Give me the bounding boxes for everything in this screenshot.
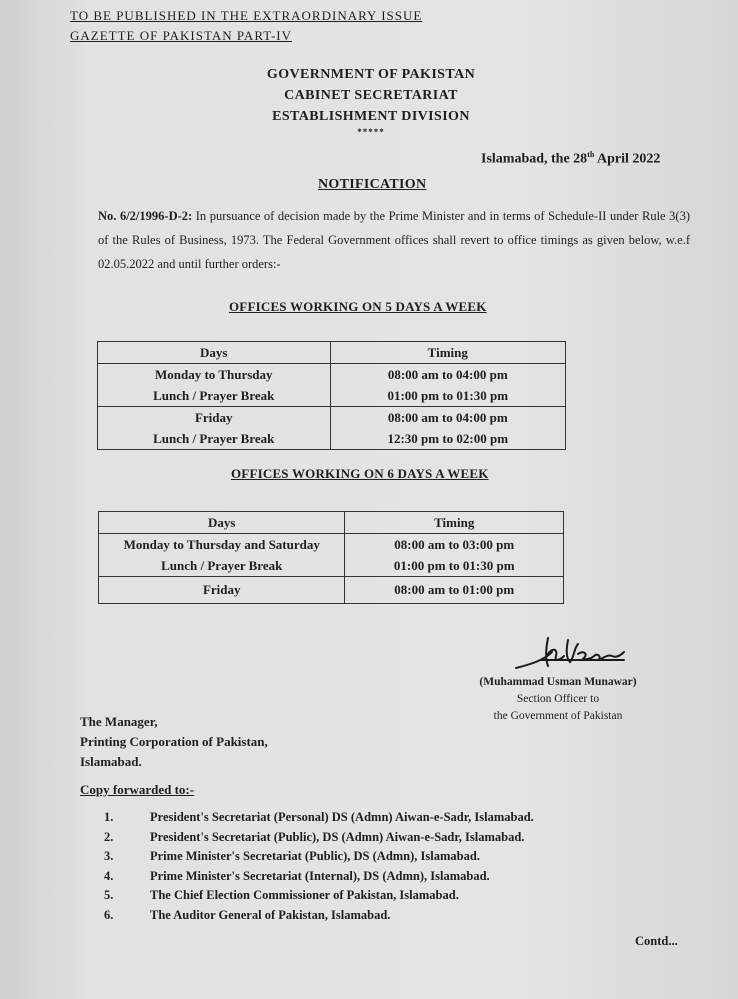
table-row [99, 577, 564, 604]
list-number: 1. [104, 810, 114, 824]
addressee-block [80, 712, 268, 772]
list-number: 4. [104, 868, 114, 883]
copy-forwarded-title: Copy forwarded to:- [80, 782, 195, 797]
gazette-line-1: TO BE PUBLISHED IN THE EXTRAORDINARY ISSUE [70, 8, 423, 23]
gov-line-1: GOVERNMENT OF PAKISTAN [266, 67, 476, 82]
list-text: President's Secretariat (Public), DS (Admn) Aiwan-e-Sadr, Islamabad. [150, 829, 525, 844]
list-number: 6. [104, 907, 114, 922]
table-row [99, 534, 564, 577]
signatory-org: the Government of Pakistan [493, 710, 623, 722]
break-time-value: 01:00 pm to 01:30 pm [393, 558, 515, 573]
table-row [98, 407, 566, 450]
list-text: The Chief Election Commissioner of Pakistan, Islamabad. [150, 888, 459, 903]
list-number: 5. [104, 888, 114, 903]
list-number: 3. [104, 849, 114, 864]
date-prefix: Islamabad, the 28 [481, 151, 588, 167]
signatory-designation: Section Officer to [516, 693, 600, 705]
timing-cell [345, 534, 564, 577]
six-day-table [98, 511, 564, 604]
five-day-title: OFFICES WORKING ON 5 DAYS A WEEK [229, 299, 487, 314]
stars-divider: ***** [357, 127, 385, 137]
gov-line-2: CABINET SECRETARIAT [284, 88, 458, 103]
list-item [104, 867, 534, 887]
time-value: 08:00 am to 04:00 pm [387, 367, 508, 382]
list-text: The Auditor General of Pakistan, Islamabad. [150, 907, 391, 922]
days-cell [99, 534, 345, 577]
notification-text: In pursuance of decision made by the Prime Minister and in terms of Schedule-II under Rule 3(3) of the Rules of Business, 1973. The Federal Government offices shall revert to office timings as given below, w.e.f 02.05.2022 and until further orders:- [98, 209, 690, 271]
list-text: Prime Minister's Secretariat (Public), DS (Admn), Islamabad. [150, 849, 480, 864]
table-header-row [99, 512, 564, 534]
break-time-value: 12:30 pm to 02:00 pm [387, 431, 509, 446]
days-cell [98, 364, 331, 407]
signatory-name: (Muhammad Usman Munawar) [479, 676, 637, 688]
signature-image [512, 630, 632, 674]
date-ordinal: th [587, 150, 595, 159]
six-day-title: OFFICES WORKING ON 6 DAYS A WEEK [231, 466, 489, 481]
five-day-table [97, 341, 566, 450]
continued-marker: Contd... [635, 934, 678, 948]
list-item [104, 847, 534, 867]
col-days: Days [98, 342, 331, 364]
day-label: Friday [194, 410, 233, 425]
table-header-row [98, 342, 566, 364]
time-value: 08:00 am to 03:00 pm [394, 537, 515, 552]
addressee-line-1: The Manager, [80, 714, 158, 729]
list-item [104, 906, 534, 926]
day-label: Monday to Thursday and Saturday [123, 537, 320, 552]
timing-cell [330, 407, 565, 450]
col-timing: Timing [345, 512, 564, 534]
copy-list [104, 808, 534, 926]
col-days: Days [99, 512, 345, 534]
time-value: 08:00 am to 04:00 pm [387, 410, 508, 425]
list-text: President's Secretariat (Personal) DS (Admn) Aiwan-e-Sadr, Islamabad. [150, 810, 534, 824]
days-cell [98, 407, 331, 450]
notification-ref: No. 6/2/1996-D-2: [98, 209, 193, 223]
timing-cell: 08:00 am to 01:00 pm [345, 577, 564, 604]
table-row [98, 364, 566, 407]
signatory-block [468, 674, 648, 725]
notification-body [98, 204, 690, 276]
gazette-header [70, 6, 422, 46]
gazette-line-2: GAZETTE OF PAKISTAN PART-IV [70, 28, 293, 43]
list-item [104, 886, 534, 906]
list-number: 2. [104, 829, 114, 844]
addressee-line-2: Printing Corporation of Pakistan, [80, 734, 268, 749]
document-date [481, 150, 660, 168]
list-item [104, 828, 534, 848]
government-heading [0, 64, 738, 137]
days-cell: Friday [99, 577, 345, 604]
list-text: Prime Minister's Secretariat (Internal), DS (Admn), Islamabad. [150, 868, 490, 883]
break-label: Lunch / Prayer Break [161, 558, 283, 573]
gov-line-3: ESTABLISHMENT DIVISION [272, 109, 470, 124]
list-item [104, 808, 534, 828]
break-label: Lunch / Prayer Break [153, 431, 275, 446]
timing-cell [330, 364, 565, 407]
notification-title: NOTIFICATION [318, 177, 427, 192]
col-timing: Timing [330, 342, 565, 364]
addressee-line-3: Islamabad. [80, 754, 142, 769]
break-label: Lunch / Prayer Break [153, 388, 275, 403]
break-time-value: 01:00 pm to 01:30 pm [387, 388, 509, 403]
day-label: Monday to Thursday [155, 367, 273, 382]
date-suffix: April 2022 [594, 151, 661, 167]
